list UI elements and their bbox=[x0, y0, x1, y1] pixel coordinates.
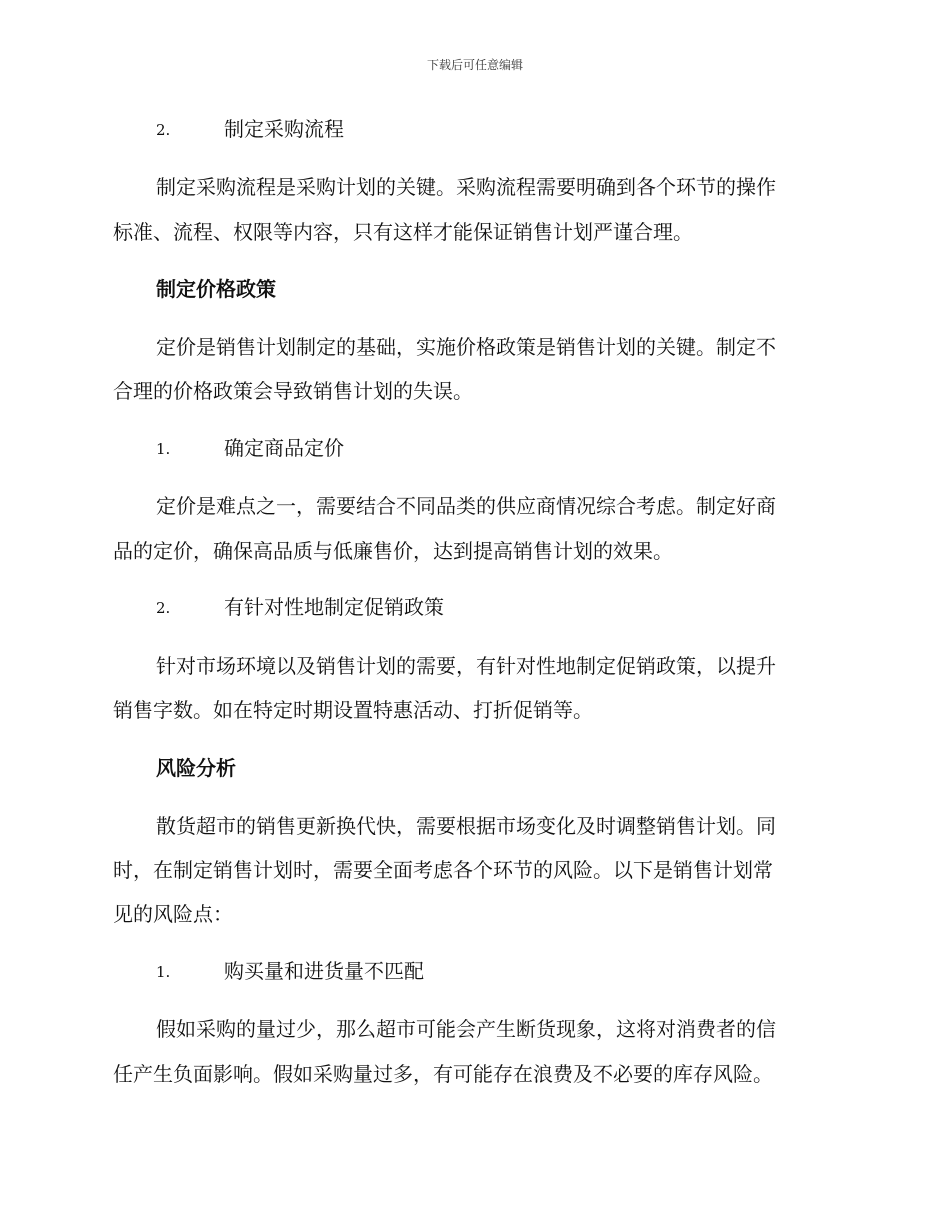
paragraph-line: 标准、流程、权限等内容，只有这样才能保证销售计划严谨合理。 bbox=[113, 220, 693, 244]
paragraph-line: 定价是难点之一，需要结合不同品类的供应商情况综合考虑。制定好商 bbox=[156, 494, 776, 518]
list-item-heading: 制定采购流程 bbox=[224, 117, 344, 141]
list-number: 2. bbox=[156, 599, 171, 617]
paragraph-line: 散货超市的销售更新换代快，需要根据市场变化及时调整销售计划。同 bbox=[156, 814, 776, 838]
page-header: 下载后可任意编辑 bbox=[426, 58, 523, 72]
paragraph-line: 见的风险点： bbox=[113, 902, 233, 926]
paragraph-line: 任产生负面影响。假如采购量过多，有可能存在浪费及不必要的库存风险。 bbox=[113, 1062, 773, 1086]
paragraph-line: 品的定价，确保高品质与低廉售价，达到提高销售计划的效果。 bbox=[113, 539, 673, 563]
paragraph-line: 假如采购的量过少，那么超市可能会产生断货现象，这将对消费者的信 bbox=[156, 1017, 776, 1041]
paragraph-line: 合理的价格政策会导致销售计划的失误。 bbox=[113, 379, 473, 403]
list-item-heading: 确定商品定价 bbox=[224, 436, 344, 460]
paragraph-line: 时，在制定销售计划时，需要全面考虑各个环节的风险。以下是销售计划常 bbox=[113, 858, 773, 882]
list-item-heading: 购买量和进货量不匹配 bbox=[224, 959, 424, 983]
list-number: 1. bbox=[156, 440, 171, 458]
section-heading: 风险分析 bbox=[156, 756, 236, 780]
paragraph-line: 针对市场环境以及销售计划的需要，有针对性地制定促销政策，以提升 bbox=[156, 654, 776, 678]
paragraph-line: 制定采购流程是采购计划的关键。采购流程需要明确到各个环节的操作 bbox=[156, 175, 776, 199]
list-item-heading: 有针对性地制定促销政策 bbox=[224, 595, 444, 619]
section-heading: 制定价格政策 bbox=[156, 277, 276, 301]
paragraph-line: 销售字数。如在特定时期设置特惠活动、打折促销等。 bbox=[113, 698, 593, 722]
list-number: 1. bbox=[156, 963, 171, 981]
list-number: 2. bbox=[156, 121, 171, 139]
paragraph-line: 定价是销售计划制定的基础，实施价格政策是销售计划的关键。制定不 bbox=[156, 335, 776, 359]
